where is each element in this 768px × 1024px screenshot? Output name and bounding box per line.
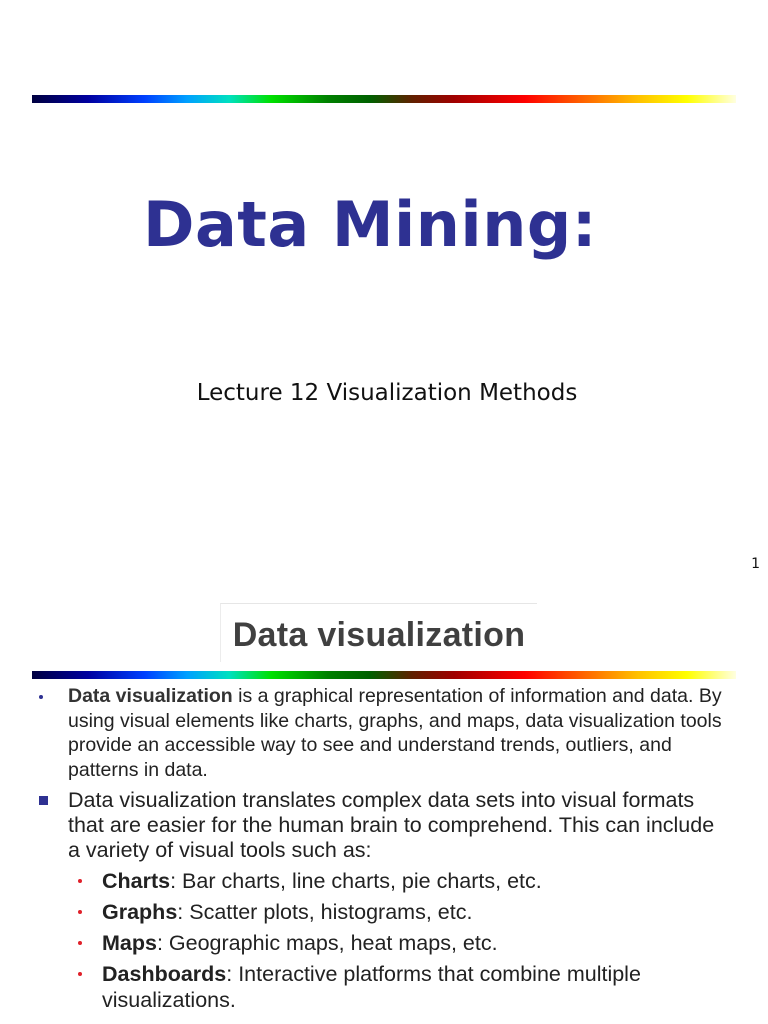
bullet-dot-icon [78,941,82,945]
rainbow-divider [32,95,736,103]
page-number: 1 [751,556,760,572]
list-item-graphs [32,899,732,925]
bullet-text: Data visualization translates complex data sets into visual formats that are easier for the human brain to comprehend. This can include a variety of visual tools such as: [68,788,715,862]
bullet-dot-icon [78,972,82,976]
slide-subtitle: Lecture 12 Visualization Methods [196,380,578,406]
list-item-text: : Scatter plots, histograms, etc. [177,900,473,924]
list-item-term: Graphs [102,900,178,924]
rainbow-divider-2 [32,671,736,679]
bullet-term: Data visualization [68,685,233,707]
slide-2-content [32,684,732,1013]
list-item-text: : Bar charts, line charts, pie charts, etc. [170,869,542,893]
list-item-term: Charts [102,869,171,893]
list-item-text: : Interactive platforms that combine multiple visualizations. [102,962,641,1012]
bullet-dot-icon [78,879,82,883]
list-item-dashboards [32,961,732,1013]
list-item-term: Maps [102,931,157,955]
list-item-maps [32,930,732,956]
list-item-charts [32,868,732,894]
bullet-definition [32,684,732,782]
list-item-term: Dashboards [102,962,227,986]
slide-2-title: Data visualization [220,603,537,662]
bullet-text: is a graphical representation of information and data. By using visual elements like charts, graphs, and maps, data visualization tools provide an accessible way to see and understand trends, outliers, and patterns in data. [68,685,722,781]
bullet-dot-icon [39,695,43,699]
list-item-text: : Geographic maps, heat maps, etc. [156,931,498,955]
bullet-dot-icon [78,910,82,914]
bullet-translation [32,788,732,863]
slide-title: Data Mining: [142,188,598,261]
bullet-square-icon [39,796,48,805]
